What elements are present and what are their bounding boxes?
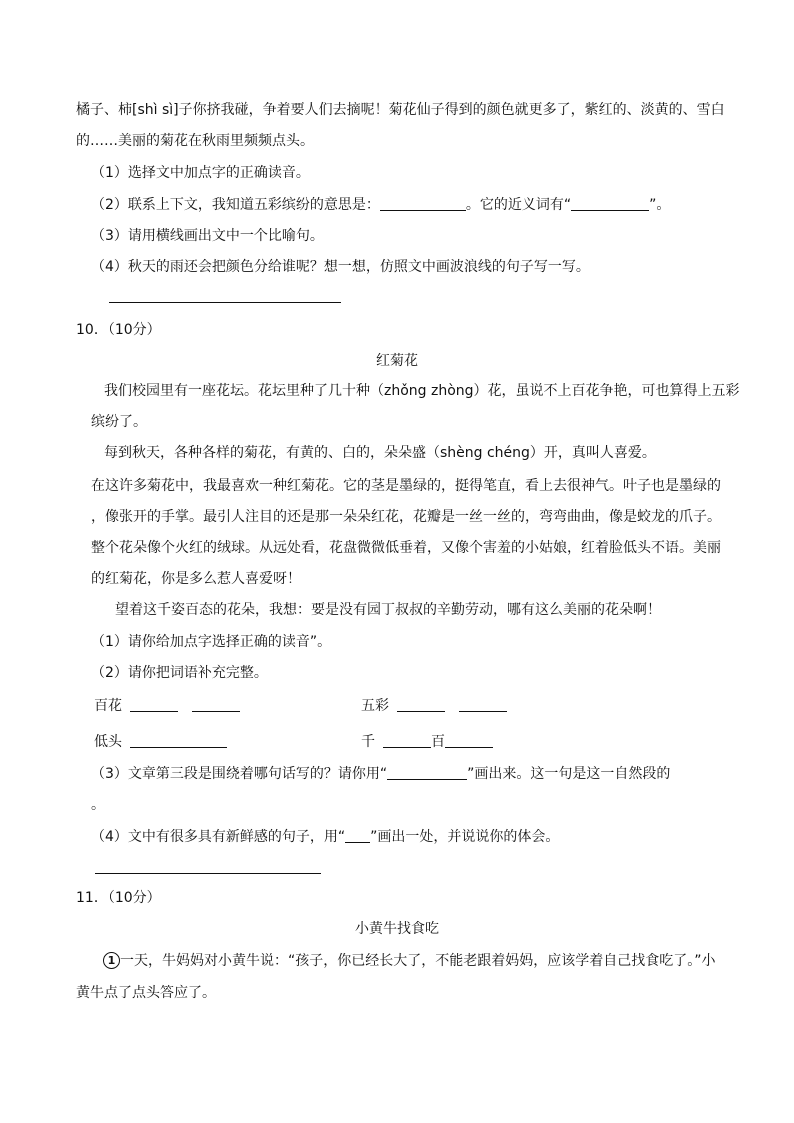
q11-paragraph-1-line-2: 黄牛点了点头答应了。: [76, 985, 216, 1001]
question-10-title: 红菊花: [376, 353, 418, 369]
word-label: 百花: [94, 698, 122, 714]
answer-blank[interactable]: [397, 697, 445, 712]
answer-blank[interactable]: [130, 697, 178, 712]
q10-s4-text-b: ”画出一处，并说说你的体会。: [370, 829, 560, 845]
paragraph-number-marker: 1: [103, 952, 120, 969]
question-11-title: 小黄牛找食吃: [355, 921, 439, 937]
word-fill-qian-bai: [361, 733, 493, 751]
word-label: 低头: [94, 734, 122, 750]
word-fill-ditou: [94, 733, 227, 751]
q10-s3-text-a: （3）文章第三段是围绕着哪句话写的？请你用“: [91, 766, 388, 782]
q10-subquestion-3: [91, 765, 670, 783]
answer-blank[interactable]: [445, 733, 493, 748]
q9-subquestion-3: （3）请用横线画出文中一个比喻句。: [91, 228, 324, 244]
q9-s2-text-a: （2）联系上下文，我知道五彩缤纷的意思是：: [91, 197, 380, 213]
question-10-number: 10．（10分）: [76, 322, 161, 338]
q10-paragraph-1-line-1: 我们校园里有一座花坛。花坛里种了几十种（zhǒng zhòng）花，虽说不上百花争艳，可也算得上五彩: [104, 383, 740, 399]
answer-line[interactable]: [109, 302, 341, 303]
q10-subquestion-2: （2）请你把词语补充完整。: [91, 665, 268, 681]
q10-s4-text-a: （4）文中有很多具有新鲜感的句子，用“: [91, 829, 346, 845]
q10-paragraph-4: 望着这千姿百态的花朵，我想：要是没有园丁叔叔的辛勤劳动，哪有这么美丽的花朵啊！: [115, 602, 661, 618]
word-label: 五彩: [361, 698, 389, 714]
answer-line[interactable]: [95, 873, 321, 874]
question-11-number: 11．（10分）: [76, 890, 161, 906]
q10-paragraph-3-line-1: 在这许多菊花中，我最喜欢一种红菊花。它的茎是墨绿的，挺得笔直，看上去很神气。叶子也是墨绿的: [91, 478, 721, 494]
q10-s3-text-b: ”画出来。这一句是这一自然段的: [467, 766, 671, 782]
word-fill-baihua: [94, 697, 240, 715]
q9-subquestion-4: （4）秋天的雨还会把颜色分给谁呢？想一想，仿照文中画波浪线的句子写一写。: [91, 259, 590, 275]
q9-subquestion-1: （1）选择文中加点字的正确读音。: [91, 165, 310, 181]
q10-paragraph-3-line-2: ，像张开的手掌。最引人注目的还是那一朵朵红花，花瓣是一丝一丝的，弯弯曲曲，像是蛟龙的爪子。: [91, 509, 721, 525]
q9-passage-line-2: 的……美丽的菊花在秋雨里频频点头。: [76, 133, 314, 149]
q10-subquestion-1: （1）请你给加点字选择正确的读音”。: [91, 634, 332, 650]
q10-paragraph-1-line-2: 缤纷了。: [91, 414, 147, 430]
answer-blank[interactable]: [383, 733, 431, 748]
answer-blank[interactable]: [192, 697, 240, 712]
word-label: 百: [431, 734, 445, 750]
answer-blank[interactable]: [387, 765, 467, 780]
answer-blank[interactable]: [380, 196, 466, 211]
answer-blank[interactable]: [345, 828, 370, 843]
q10-paragraph-3-line-3: 整个花朵像个火红的绒球。从远处看，花盘微微低垂着，又像个害羞的小姑娘，红着脸低头不语。美丽: [91, 540, 721, 556]
q10-subquestion-3-end: 。: [91, 797, 105, 813]
q9-subquestion-2: [91, 196, 670, 214]
q10-subquestion-4: [91, 828, 559, 846]
q11-paragraph-1-line-1: [103, 952, 716, 970]
answer-blank[interactable]: [571, 196, 649, 211]
q9-s2-text-c: ”。: [649, 197, 671, 213]
q9-s2-text-b: 。它的近义词有“: [465, 197, 572, 213]
word-label: 千: [361, 734, 375, 750]
answer-blank[interactable]: [459, 697, 507, 712]
q10-paragraph-3-line-4: 的红菊花，你是多么惹人喜爱呀！: [91, 571, 301, 587]
word-fill-wucai: [361, 697, 507, 715]
q10-paragraph-2: 每到秋天，各种各样的菊花，有黄的、白的，朵朵盛（shèng chéng）开，真叫人喜爱。: [104, 445, 656, 461]
q9-passage-line-1: 橘子、柿[shì sì]子你挤我碰，争着要人们去摘呢！菊花仙子得到的颜色就更多了，紫红的、淡黄的、雪白: [76, 102, 725, 118]
q11-p1-text: 一天，牛妈妈对小黄牛说：“孩子，你已经长大了，不能老跟着妈妈，应该学着自己找食吃了。”小: [120, 953, 716, 969]
answer-blank[interactable]: [130, 733, 227, 748]
